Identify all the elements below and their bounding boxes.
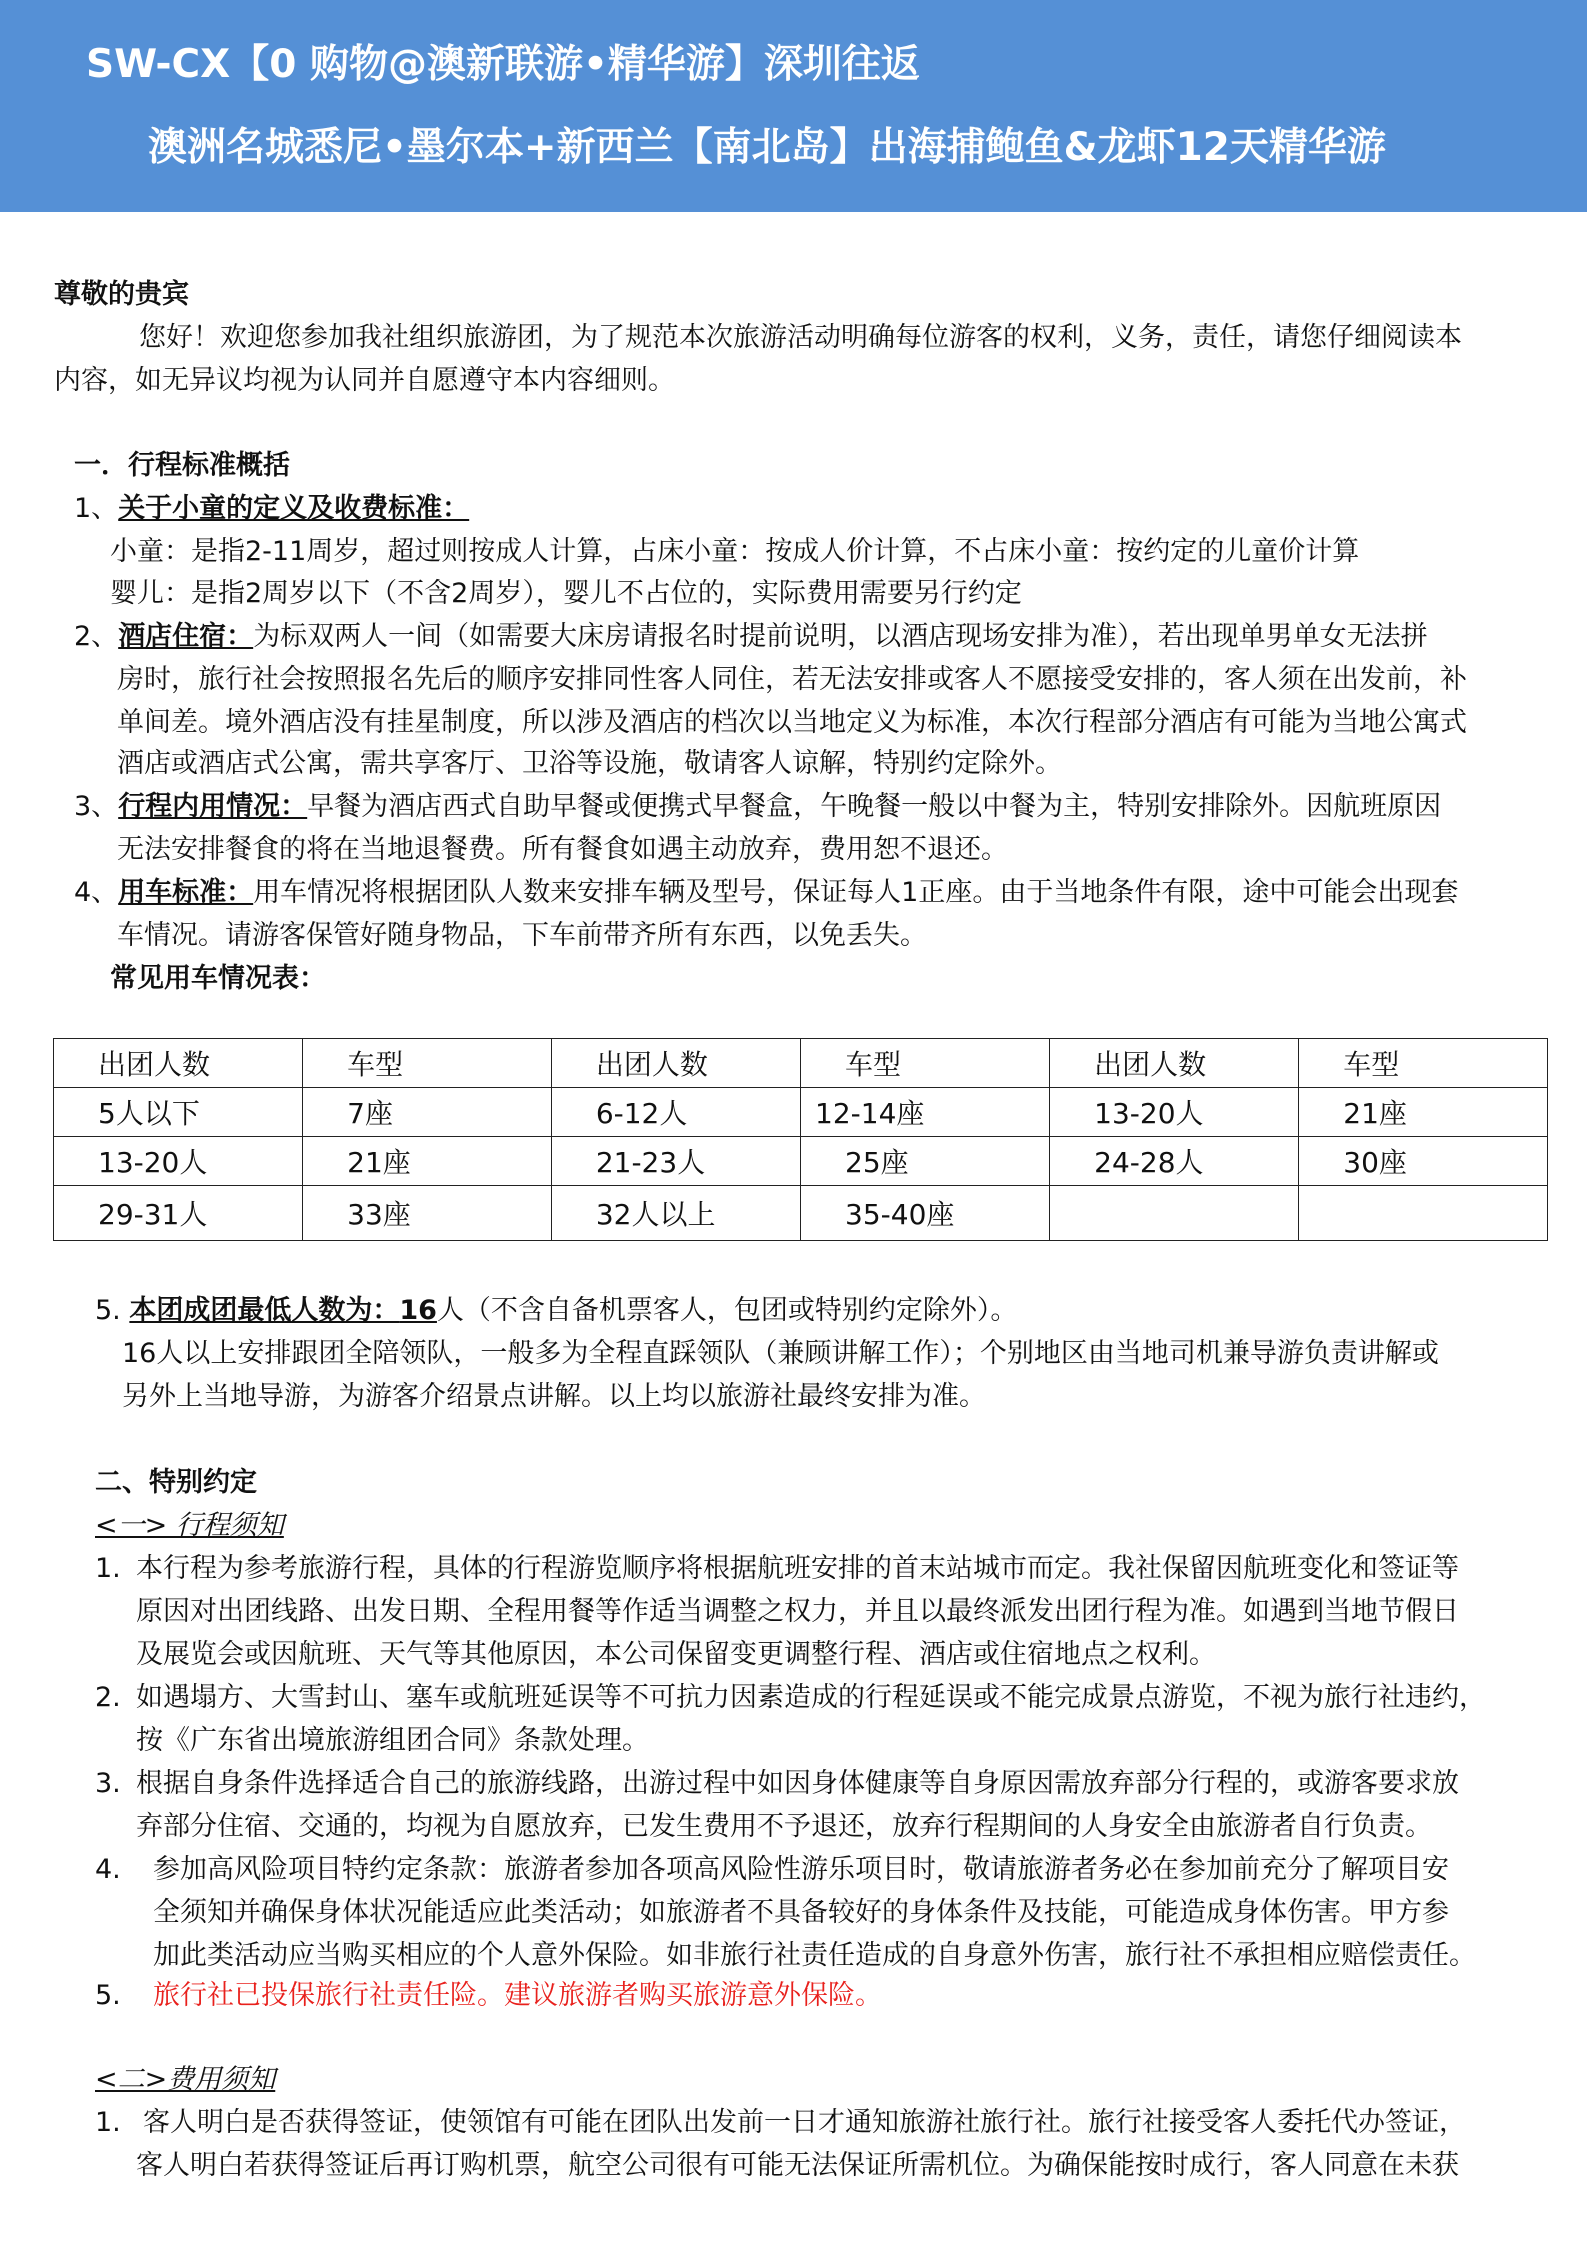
item-number: 2、 <box>74 621 119 652</box>
list-item-number: 5. <box>95 1980 121 2011</box>
item-label: 本团成团最低人数为： <box>129 1295 400 1326</box>
table-cell: 35-40座 <box>801 1186 1050 1241</box>
infant-definition: 婴儿：是指2周岁以下（不含2周岁），婴儿不占位的，实际费用需要另行约定 <box>110 578 1022 609</box>
vehicle-table <box>53 1038 1548 1241</box>
item-text: 车情况。请游客保管好随身物品，下车前带齐所有东西，以免丢失。 <box>117 920 927 951</box>
salutation: 尊敬的贵宾 <box>54 279 189 310</box>
table-cell: 7座 <box>303 1088 552 1137</box>
table-cell: 车型 <box>1299 1039 1548 1088</box>
subsection-title: <二>费用须知 <box>95 2064 276 2095</box>
item-text: 酒店或酒店式公寓，需共享客厅、卫浴等设施，敬请客人谅解，特别约定除外。 <box>117 748 1062 779</box>
table-cell: 33座 <box>303 1186 552 1241</box>
table-cell: 出团人数 <box>1050 1039 1299 1088</box>
item-text: 参加高风险项目特约定条款：旅游者参加各项高风险性游乐项目时，敬请旅游者务必在参加前充分了解项目安 <box>153 1854 1449 1885</box>
table-cell: 车型 <box>801 1039 1050 1088</box>
list-item-number: 3. <box>95 1768 121 1799</box>
greeting-line: 您好！欢迎您参加我社组织旅游团，为了规范本次旅游活动明确每位游客的权利，义务，责任，请您仔细阅读本 <box>139 322 1462 353</box>
item-label: 关于小童的定义及收费标准： <box>118 493 470 524</box>
list-item <box>74 871 1458 914</box>
table-cell: 出团人数 <box>54 1039 303 1088</box>
table-cell: 21-23人 <box>551 1137 800 1186</box>
table-title: 常见用车情况表： <box>110 963 326 994</box>
table-cell: 12-14座 <box>801 1088 1050 1137</box>
item-text: 加此类活动应当购买相应的个人意外保险。如非旅行社责任造成的自身意外伤害，旅行社不承担相应赔偿责任。 <box>153 1940 1476 1971</box>
item-text: 早餐为酒店西式自助早餐或便携式早餐盒，午晚餐一般以中餐为主，特别安排除外。因航班原因 <box>307 791 1442 822</box>
list-item-number: 1. <box>95 2107 121 2138</box>
item-label: 用车标准： <box>118 877 254 908</box>
section-heading: 二、特别约定 <box>95 1467 257 1498</box>
item-number: 4、 <box>74 877 119 908</box>
section-heading: 一．行程标准概括 <box>74 450 290 481</box>
list-item-number: 4. <box>95 1854 121 1885</box>
min-group-size: 16 <box>399 1295 437 1326</box>
item-text: 另外上当地导游，为游客介绍景点讲解。以上均以旅游社最终安排为准。 <box>122 1381 986 1412</box>
item-text: 按《广东省出境旅游组团合同》条款处理。 <box>136 1725 649 1756</box>
item-number: 1、 <box>74 493 119 524</box>
table-cell: 车型 <box>303 1039 552 1088</box>
item-text: 无法安排餐食的将在当地退餐费。所有餐食如遇主动放弃，费用恕不退还。 <box>117 834 1008 865</box>
table-cell: 13-20人 <box>54 1137 303 1186</box>
table-cell: 29-31人 <box>54 1186 303 1241</box>
item-number: 3、 <box>74 791 119 822</box>
list-item-number: 1. <box>95 1553 121 1584</box>
table-cell: 21座 <box>303 1137 552 1186</box>
table-cell <box>1299 1186 1548 1241</box>
table-cell: 25座 <box>801 1137 1050 1186</box>
item-text: 原因对出团线路、出发日期、全程用餐等作适当调整之权力，并且以最终派发出团行程为准。如遇到当地节假日 <box>136 1596 1459 1627</box>
item-number: 5. <box>95 1295 121 1326</box>
item-text: 及展览会或因航班、天气等其他原因，本公司保留变更调整行程、酒店或住宿地点之权利。 <box>136 1639 1216 1670</box>
item-text: 为标双两人一间（如需要大床房请报名时提前说明，以酒店现场安排为准），若出现单男单女无法拼 <box>253 621 1428 652</box>
table-cell: 13-20人 <box>1050 1088 1299 1137</box>
item-text: 如遇塌方、大雪封山、塞车或航班延误等不可抗力因素造成的行程延误或不能完成景点游览，不视为旅行社违约， <box>136 1682 1486 1713</box>
table-row <box>54 1137 1548 1186</box>
item-text: 人（不含自备机票客人，包团或特别约定除外）。 <box>436 1295 1018 1326</box>
table-header-row <box>54 1039 1548 1088</box>
table-row <box>54 1186 1548 1241</box>
item-text: 单间差。境外酒店没有挂星制度，所以涉及酒店的档次以当地定义为标准，本次行程部分酒店有可能为当地公寓式 <box>117 707 1467 738</box>
table-cell <box>1050 1186 1299 1241</box>
table-cell: 6-12人 <box>551 1088 800 1137</box>
item-text: 客人明白是否获得签证，使领馆有可能在团队出发前一日才通知旅游社旅行社。旅行社接受客人委托代办签证， <box>143 2107 1466 2138</box>
list-item <box>74 487 469 530</box>
child-definition: 小童：是指2-11周岁，超过则按成人计算，占床小童：按成人价计算，不占床小童：按约定的儿童价计算 <box>110 536 1360 567</box>
subsection-title: <一> 行程须知 <box>95 1510 284 1541</box>
list-item-number: 2. <box>95 1682 121 1713</box>
table-row <box>54 1088 1548 1137</box>
item-text: 客人明白若获得签证后再订购机票，航空公司很有可能无法保证所需机位。为确保能按时成行，客人同意在未获 <box>136 2150 1459 2181</box>
table-cell: 30座 <box>1299 1137 1548 1186</box>
table-cell: 出团人数 <box>551 1039 800 1088</box>
item-text: 房时，旅行社会按照报名先后的顺序安排同性客人同住，若无法安排或客人不愿接受安排的，客人须在出发前，补 <box>117 664 1467 695</box>
item-text: 根据自身条件选择适合自己的旅游线路，出游过程中如因身体健康等自身原因需放弃部分行程的，或游客要求放 <box>136 1768 1459 1799</box>
item-text: 弃部分住宿、交通的，均视为自愿放弃，已发生费用不予退还，放弃行程期间的人身安全由旅游者自行负责。 <box>136 1811 1432 1842</box>
table-cell: 5人以下 <box>54 1088 303 1137</box>
title-banner <box>0 0 1587 212</box>
item-text: 16人以上安排跟团全陪领队，一般多为全程直踩领队（兼顾讲解工作）；个别地区由当地司机兼导游负责讲解或 <box>122 1338 1439 1369</box>
item-label: 行程内用情况： <box>118 791 308 822</box>
title-line-2: 澳洲名城悉尼•墨尔本+新西兰【南北岛】出海捕鲍鱼&龙虾12天精华游 <box>148 125 1386 170</box>
item-text: 全须知并确保身体状况能适应此类活动；如旅游者不具备较好的身体条件及技能，可能造成身体伤害。甲方参 <box>153 1897 1449 1928</box>
list-item <box>74 615 1428 658</box>
greeting-line: 内容，如无异议均视为认同并自愿遵守本内容细则。 <box>54 365 675 396</box>
insurance-warning: 旅行社已投保旅行社责任险。建议旅游者购买旅游意外保险。 <box>153 1980 882 2011</box>
list-item <box>95 1289 1017 1332</box>
item-text: 用车情况将根据团队人数来安排车辆及型号，保证每人1正座。由于当地条件有限，途中可能会出现套 <box>253 877 1459 908</box>
table-cell: 24-28人 <box>1050 1137 1299 1186</box>
item-text: 本行程为参考旅游行程，具体的行程游览顺序将根据航班安排的首末站城市而定。我社保留因航班变化和签证等 <box>136 1553 1459 1584</box>
title-line-1: SW-CX【0 购物@澳新联游•精华游】深圳往返 <box>86 42 920 87</box>
list-item <box>74 785 1441 828</box>
table-cell: 21座 <box>1299 1088 1548 1137</box>
item-label: 酒店住宿： <box>118 621 254 652</box>
table-cell: 32人以上 <box>551 1186 800 1241</box>
